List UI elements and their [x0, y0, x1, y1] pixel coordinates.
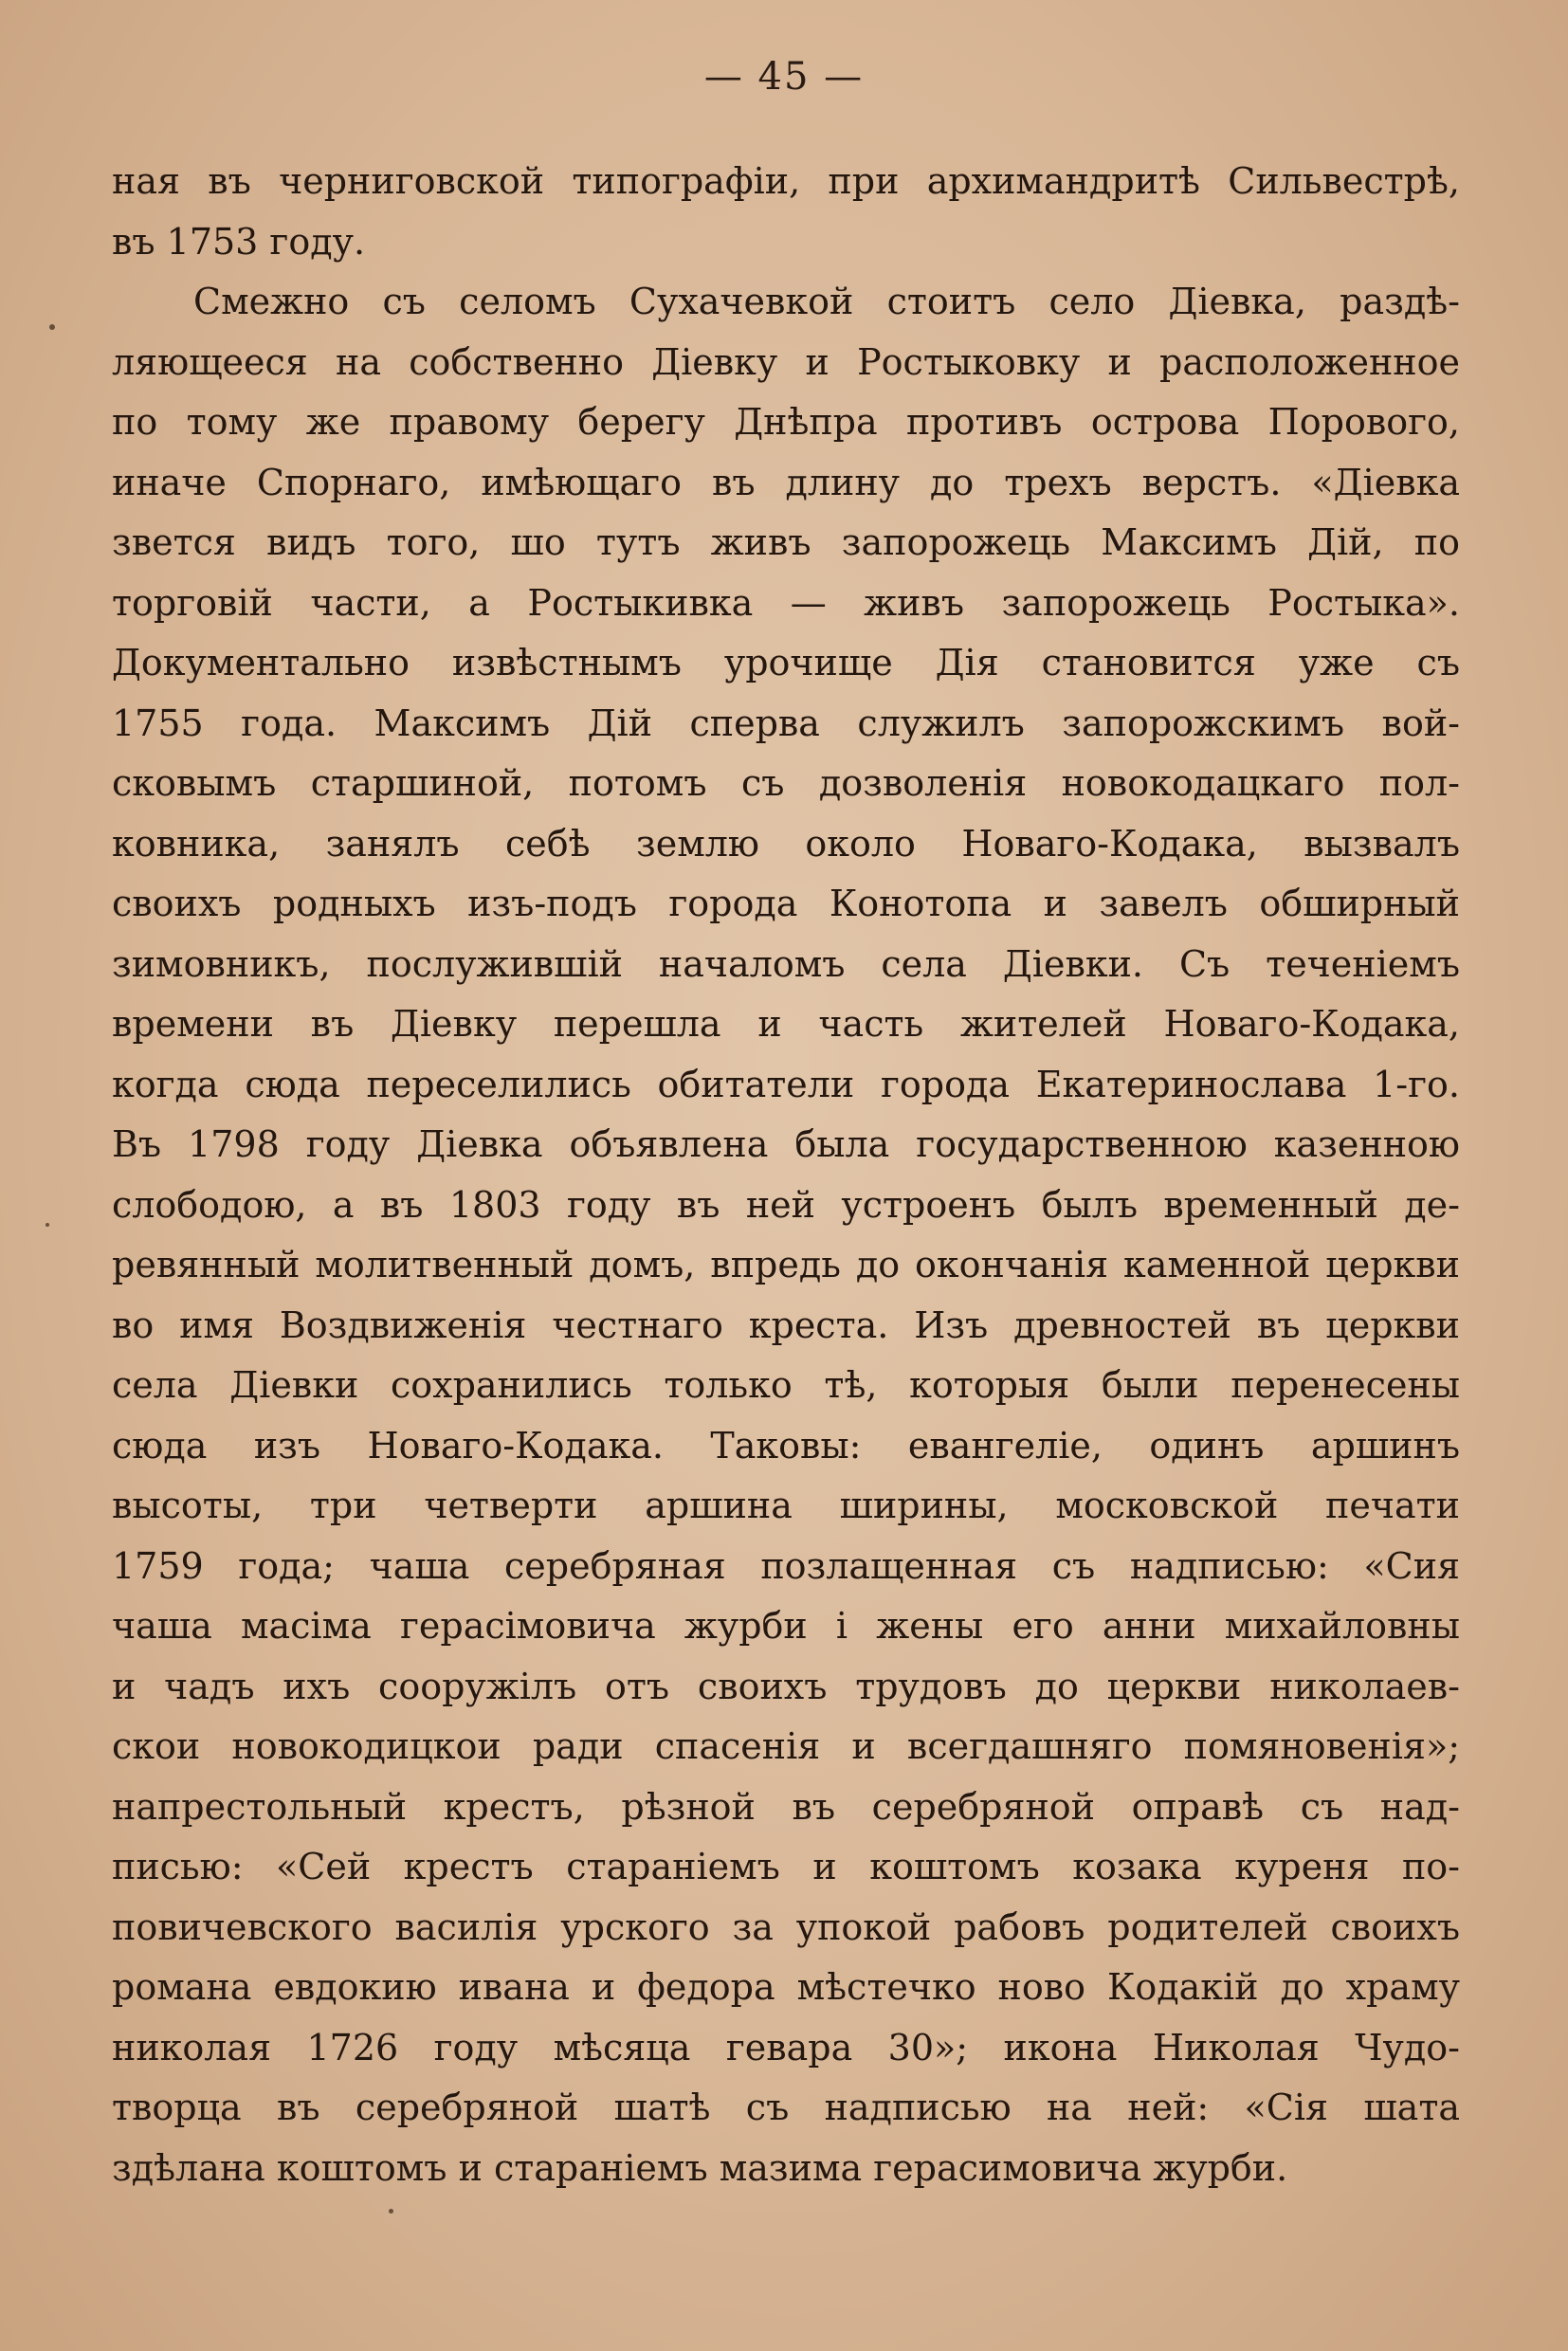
text-line: здѣлана коштомъ и стараніемъ мазима герасимовича журби. [112, 2146, 1288, 2189]
body-text [112, 152, 1460, 2198]
text-line: слободою, а въ 1803 году въ ней устроенъ былъ временный де- [112, 1183, 1460, 1226]
text-line: своихъ родныхъ изъ-подъ города Конотопа и завелъ обширный [112, 883, 1460, 924]
text-line: напрестольный крестъ, рѣзной въ серебряной оправѣ съ над- [112, 1785, 1460, 1828]
paper-speck [389, 2209, 393, 2214]
text-line: времени въ Діевку перешла и часть жителей Новаго-Кодака, [112, 1003, 1460, 1045]
text-line: высоты, три четверти аршина ширины, московской печати [112, 1485, 1460, 1526]
text-line: творца въ серебряной шатѣ съ надписью на ней: «Сія шата [112, 2087, 1460, 2128]
text-line: во имя Воздвиженія честнаго креста. Изъ древностей въ церкви [112, 1303, 1460, 1346]
paper-speck [46, 1223, 49, 1227]
text-line: романа евдокию ивана и федора мѣстечко ново Кодакій до храму [112, 1966, 1460, 2008]
text-line: Документально извѣстнымъ урочище Дія становится уже съ [112, 642, 1460, 683]
paper-speck [49, 324, 55, 330]
text-line: въ 1753 году. [112, 220, 366, 263]
text-line: и чадъ ихъ сооружілъ отъ своихъ трудовъ до церкви николаев- [112, 1665, 1460, 1707]
text-line: 1759 года; чаша серебряная позлащенная съ надписью: «Сия [112, 1544, 1460, 1587]
text-line: Смежно съ селомъ Сухачевкой стоитъ село Діевка, раздѣ- [193, 281, 1460, 322]
text-line: ковника, занялъ себѣ землю около Новаго-Кодака, вызвалъ [112, 822, 1460, 865]
text-line: 1755 года. Максимъ Дій сперва служилъ запорожскимъ вой- [112, 702, 1460, 744]
text-line: звется видъ того, шо тутъ живъ запорожець Максимъ Дій, по [112, 521, 1460, 563]
text-line: Въ 1798 году Діевка объявлена была государственною казенною [112, 1123, 1460, 1165]
text-line: сковымъ старшиной, потомъ съ дозволенія новокодацкаго пол- [112, 762, 1460, 804]
text-line: когда сюда переселились обитатели города Екатеринослава 1-го. [112, 1063, 1460, 1105]
text-line: чаша масіма герасімовича журби і жены его анни михайловны [112, 1605, 1460, 1647]
text-line: ляющееся на собственно Діевку и Ростыковку и расположенное [112, 340, 1460, 383]
text-line: писью: «Сей крестъ стараніемъ и коштомъ козака куреня по- [112, 1846, 1460, 1887]
text-line: торговій части, а Ростыкивка — живъ запорожець Ростыка». [112, 581, 1460, 624]
text-line: иначе Спорнаго, имѣющаго въ длину до трехъ верстъ. «Діевка [112, 461, 1460, 503]
text-line: ревянный молитвенный домъ, впредь до окончанія каменной церкви [112, 1244, 1460, 1285]
text-line: зимовникъ, послужившій началомъ села Діевки. Съ теченіемъ [112, 942, 1460, 985]
text-line: ная въ черниговской типографіи, при архимандритѣ Сильвестрѣ, [112, 160, 1460, 202]
text-line: села Діевки сохранились только тѣ, которыя были перенесены [112, 1364, 1460, 1406]
page-number: — 45 — [703, 55, 865, 99]
text-line: скои новокодицкои ради спасенія и всегдашняго помяновенія»; [112, 1725, 1460, 1767]
text-line: николая 1726 году мѣсяца гевара 30»; икона Николая Чудо- [112, 2026, 1460, 2069]
text-line: по тому же правому берегу Днѣпра противъ острова Порового, [112, 401, 1460, 443]
text-line: сюда изъ Новаго-Кодака. Таковы: евангеліе, одинъ аршинъ [112, 1424, 1460, 1467]
text-line: повичевского василія урского за упокой рабовъ родителей своихъ [112, 1905, 1460, 1948]
